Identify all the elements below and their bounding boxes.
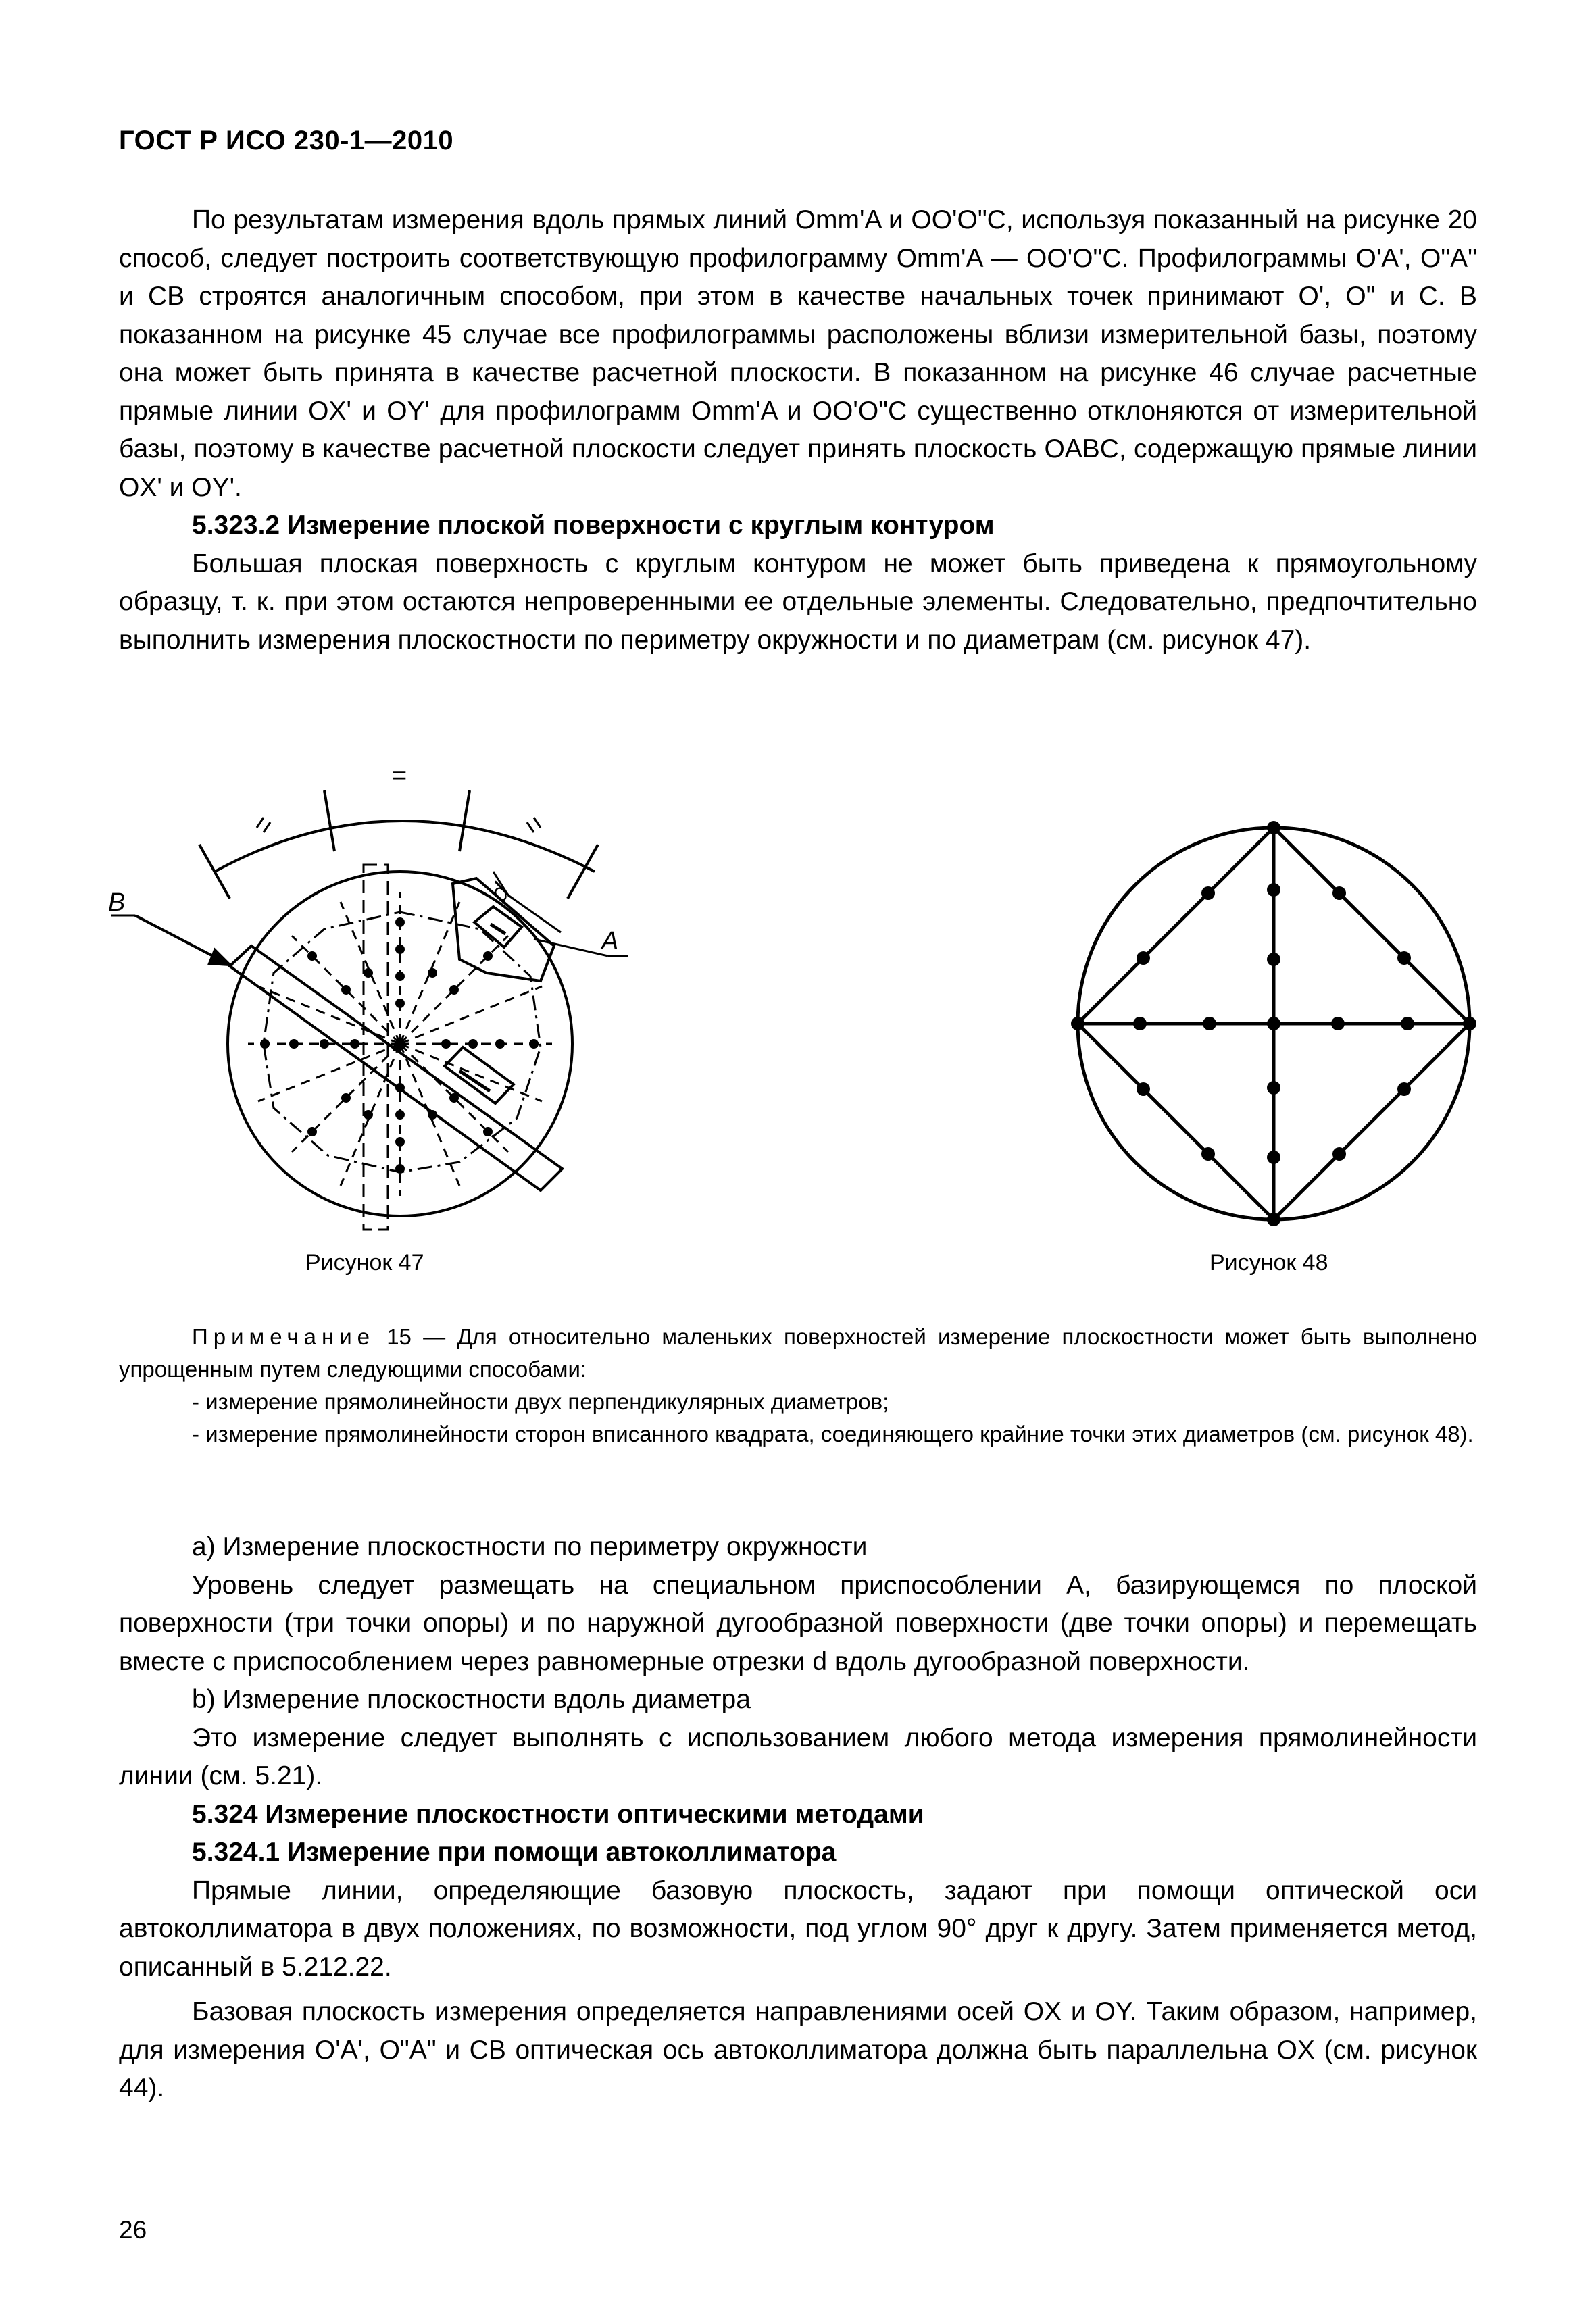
section-5324-1-heading: 5.324.1 Измерение при помощи автоколлиматора (192, 1838, 837, 1867)
part-b-text: Это измерение следует выполнять с использованием любого метода измерения прямолинейности линии (см. 5.21). (119, 1723, 1477, 1790)
fig47-equal-sign: = (392, 761, 407, 790)
note-intro-text: 15 — Для относительно маленьких поверхностей измерение плоскостности может быть выполнено упрощенным путем следующими способами: (119, 1324, 1477, 1382)
note-item-2: - измерение прямолинейности сторон вписанного квадрата, соединяющего крайние точки этих диаметров (см. рисунок 48). (192, 1422, 1474, 1447)
part-a-text: Уровень следует размещать на специальном приспособлении A, базирующемся по плоской поверхности (три точки опоры) и по наружной дугообразной поверхности (две точки опоры) и перемещать вместе с приспособлением через равномерные отрезки d вдоль дугообразной поверхности. (119, 1570, 1477, 1676)
section-5324-heading: 5.324 Измерение плоскостности оптическими методами (192, 1799, 924, 1829)
document-header: ГОСТ Р ИСО 230-1—2010 (119, 126, 454, 155)
section-5324-1-text1: Прямые линии, определяющие базовую плоскость, задают при помощи оптической оси автоколлиматора в двух положениях, по возможности, под углом 90° друг к другу. Затем применяется метод, описанный в 5.212.22. (119, 1876, 1477, 1982)
part-a-title: а) Измерение плоскостности по периметру окружности (192, 1532, 868, 1561)
fig47-label-a: A (601, 927, 619, 955)
page-number: 26 (119, 2216, 147, 2244)
note-item-1: - измерение прямолинейности двух перпендикулярных диаметров; (192, 1389, 889, 1414)
text-block-top (119, 201, 1477, 659)
section-5323-2-text: Большая плоская поверхность с круглым контуром не может быть приведена к прямоугольному образцу, т. к. при этом остаются непроверенными ее отдельные элементы. Следовательно, предпочтительно выполнить измерения плоскостности по периметру окружности и по диаметрам (см. рисунок 47). (119, 549, 1477, 655)
figure-47-caption: Рисунок 47 (305, 1250, 424, 1276)
part-b-title: b) Измерение плоскостности вдоль диаметра (192, 1685, 751, 1714)
text-block-bottom (119, 1528, 1477, 2108)
fig47-top-arc (215, 821, 595, 872)
fig47-label-b: B (108, 888, 126, 917)
note-intro (119, 1321, 1477, 1386)
note-label: Примечание (192, 1324, 376, 1349)
section-5323-2-heading: 5.323.2 Измерение плоской поверхности с круглым контуром (192, 511, 995, 540)
figure-48-diagram (1061, 811, 1487, 1236)
fig47-label-d: d (484, 879, 516, 907)
intro-paragraph: По результатам измерения вдоль прямых линий Omm'A и OO'O"C, используя показанный на рисунке 20 способ, следует построить соответствующую профилограмму Omm'A — OO'O"C. Профилограммы O'A', O"A" и CB строятся аналогичным способом, при этом в качестве начальных точек принимают O', O" и C. В показанном на рисунке 45 случае все профилограммы расположены вблизи измерительной базы, поэтому она может быть принята в качестве расчетной плоскости. В показанном на рисунке 46 случае расчетные прямые линии OX' и OY' для профилограмм Omm'A и OO'O"C существенно отклоняются от измерительной базы, поэтому в качестве расчетной плоскости следует принять плоскость OABC, содержащую прямые линии OX' и OY'. (119, 205, 1477, 502)
figure-48-caption: Рисунок 48 (1210, 1250, 1328, 1276)
fig47-ruler (230, 946, 562, 1190)
note-block (119, 1321, 1477, 1451)
section-5324-1-text2: Базовая плоскость измерения определяется направлениями осей OX и OY. Таким образом, например, для измерения O'A', O"A" и CB оптическая ось автоколлиматора должна быть параллельна OX (см. рисунок 44). (119, 1997, 1477, 2103)
figure-47-diagram (95, 750, 662, 1236)
